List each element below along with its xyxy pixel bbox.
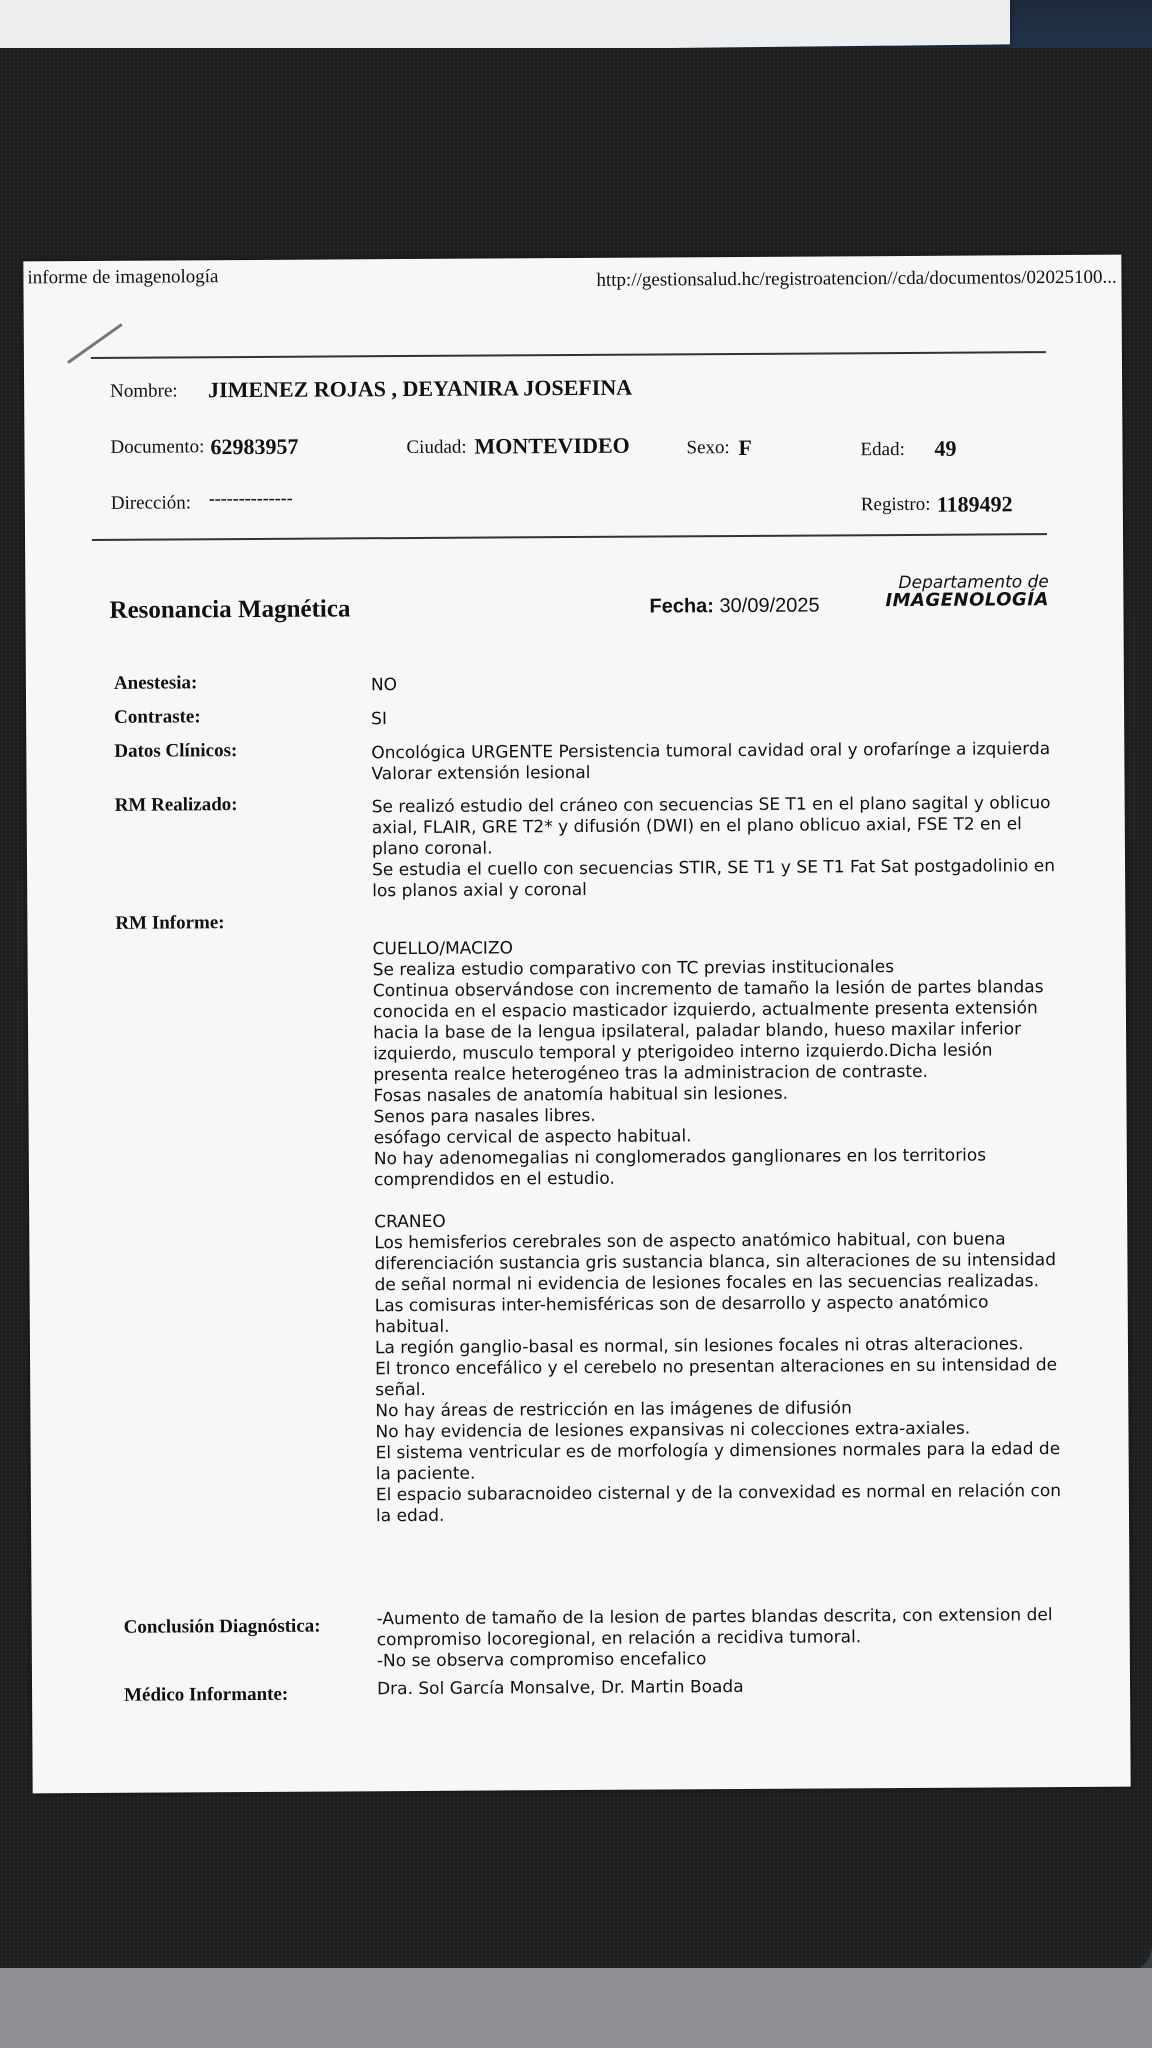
ciudad-label: Ciudad: xyxy=(406,436,467,459)
rm-informe-value: CUELLO/MACIZO Se realiza estudio comparativo con TC previas institucionales Continua observándose con incremento de tamaño la lesión de partes blandas conocida en el espacio masticador izquierdo, actualmente presenta extensión hacia la base de la lengua ipsilateral, paladar blando, hueso maxilar inferior izquierdo, musculo temporal y pterigoideo interno izquierdo.Dicha lesión presenta realce heterogéneo tras la administracion de contraste. Fosas nasales de anatomía habitual sin lesiones. Senos para nasales libres. esófago cervical de aspecto habitual. No hay adenomegalias ni conglomerados ganglionares en los territorios comprendidos en el estudio. CRANEO Los hemisferios cerebrales son de aspecto anatómico habitual, con buena diferenciación sustancia gris sustancia blanca, sin alteraciones de su intensidad de señal normal ni evidencia de lesiones focales en las secuencias realizadas. Las comisuras inter-hemisféricas son de desarrollo y aspecto anatómico habitual. La región ganglio-basal es normal, sin lesiones focales ni otras alteraciones. El tronco encefálico y el cerebelo no presentan alteraciones en su intensidad de señal. No hay áreas de restricción en las imágenes de difusión No hay evidencia de lesiones expansivas ni colecciones extra-axiales. El sistema ventricular es de morfología y dimensiones normales para la edad de la paciente. El espacio subaracnoideo cisternal y de la convexidad es normal en relación con la edad. xyxy=(372,938,1062,1527)
print-header-url: http://gestionsalud.hc/registroatencion//cda/documentos/02025100... xyxy=(596,266,1117,291)
registro-value: 1189492 xyxy=(936,491,1013,517)
study-title: Resonancia Magnética xyxy=(109,595,351,624)
ciudad-value: MONTEVIDEO xyxy=(474,432,630,459)
registro-label: Registro: xyxy=(860,493,931,516)
report-page xyxy=(23,255,1130,1794)
edad-label: Edad: xyxy=(860,438,905,461)
rm-informe-label: RM Informe: xyxy=(115,912,225,934)
patient-name: JIMENEZ ROJAS , DEYANIRA JOSEFINA xyxy=(208,374,633,403)
datos-clinicos-value: Oncológica URGENTE Persistencia tumoral cavidad oral y orofarínge a izquierda Valorar extensión lesional xyxy=(371,739,1051,785)
header-divider-bottom xyxy=(92,533,1047,540)
contraste-value: SI xyxy=(371,709,388,730)
datos-clinicos-label: Datos Clínicos: xyxy=(114,740,238,762)
fecha-label: Fecha: xyxy=(649,595,714,618)
anestesia-value: NO xyxy=(370,675,398,696)
anestesia-label: Anestesia: xyxy=(113,672,198,694)
department-line2: IMAGENOLOGÍA xyxy=(885,589,1049,612)
contraste-label: Contraste: xyxy=(114,706,201,728)
documento-value: 62983957 xyxy=(210,433,299,460)
direccion-value: -------------- xyxy=(208,487,293,509)
conclusion-label: Conclusión Diagnóstica: xyxy=(123,1615,321,1638)
medico-value: Dra. Sol García Monsalve, Dr. Martin Boada xyxy=(376,1676,744,1700)
department-logo xyxy=(885,573,1049,610)
department-line1: Departamento de xyxy=(898,572,1049,594)
medico-label: Médico Informante: xyxy=(124,1683,289,1706)
study-date xyxy=(649,595,819,619)
sexo-value: F xyxy=(738,434,753,461)
direccion-label: Dirección: xyxy=(110,492,192,514)
rm-realizado-label: RM Realizado: xyxy=(114,794,238,816)
sexo-label: Sexo: xyxy=(686,437,730,459)
rm-realizado-value: Se realizó estudio del cráneo con secuencias SE T1 en el plano sagital y oblicuo axial, FLAIR, GRE T2* y difusión (DWI) en el plano oblicuo axial, FSE T2 en el plano coronal. Se estudia el cuello con secuencias STIR, SE T1 y SE T1 Fat Sat postgadolinio en los planos axial y coronal xyxy=(371,793,1056,902)
documento-label: Documento: xyxy=(110,436,205,458)
print-header-title: informe de imagenología xyxy=(27,266,219,289)
edad-value: 49 xyxy=(934,435,957,461)
header-divider-top xyxy=(91,351,1046,358)
floor-background xyxy=(0,1968,1152,2048)
fecha-value: 30/09/2025 xyxy=(719,594,820,618)
nombre-label: Nombre: xyxy=(110,380,178,402)
conclusion-value: -Aumento de tamaño de la lesion de partes blandas descrita, con extension del compromiso locoregional, en relación a recidiva tumoral. -No se observa compromiso encefalico xyxy=(376,1605,1053,1672)
